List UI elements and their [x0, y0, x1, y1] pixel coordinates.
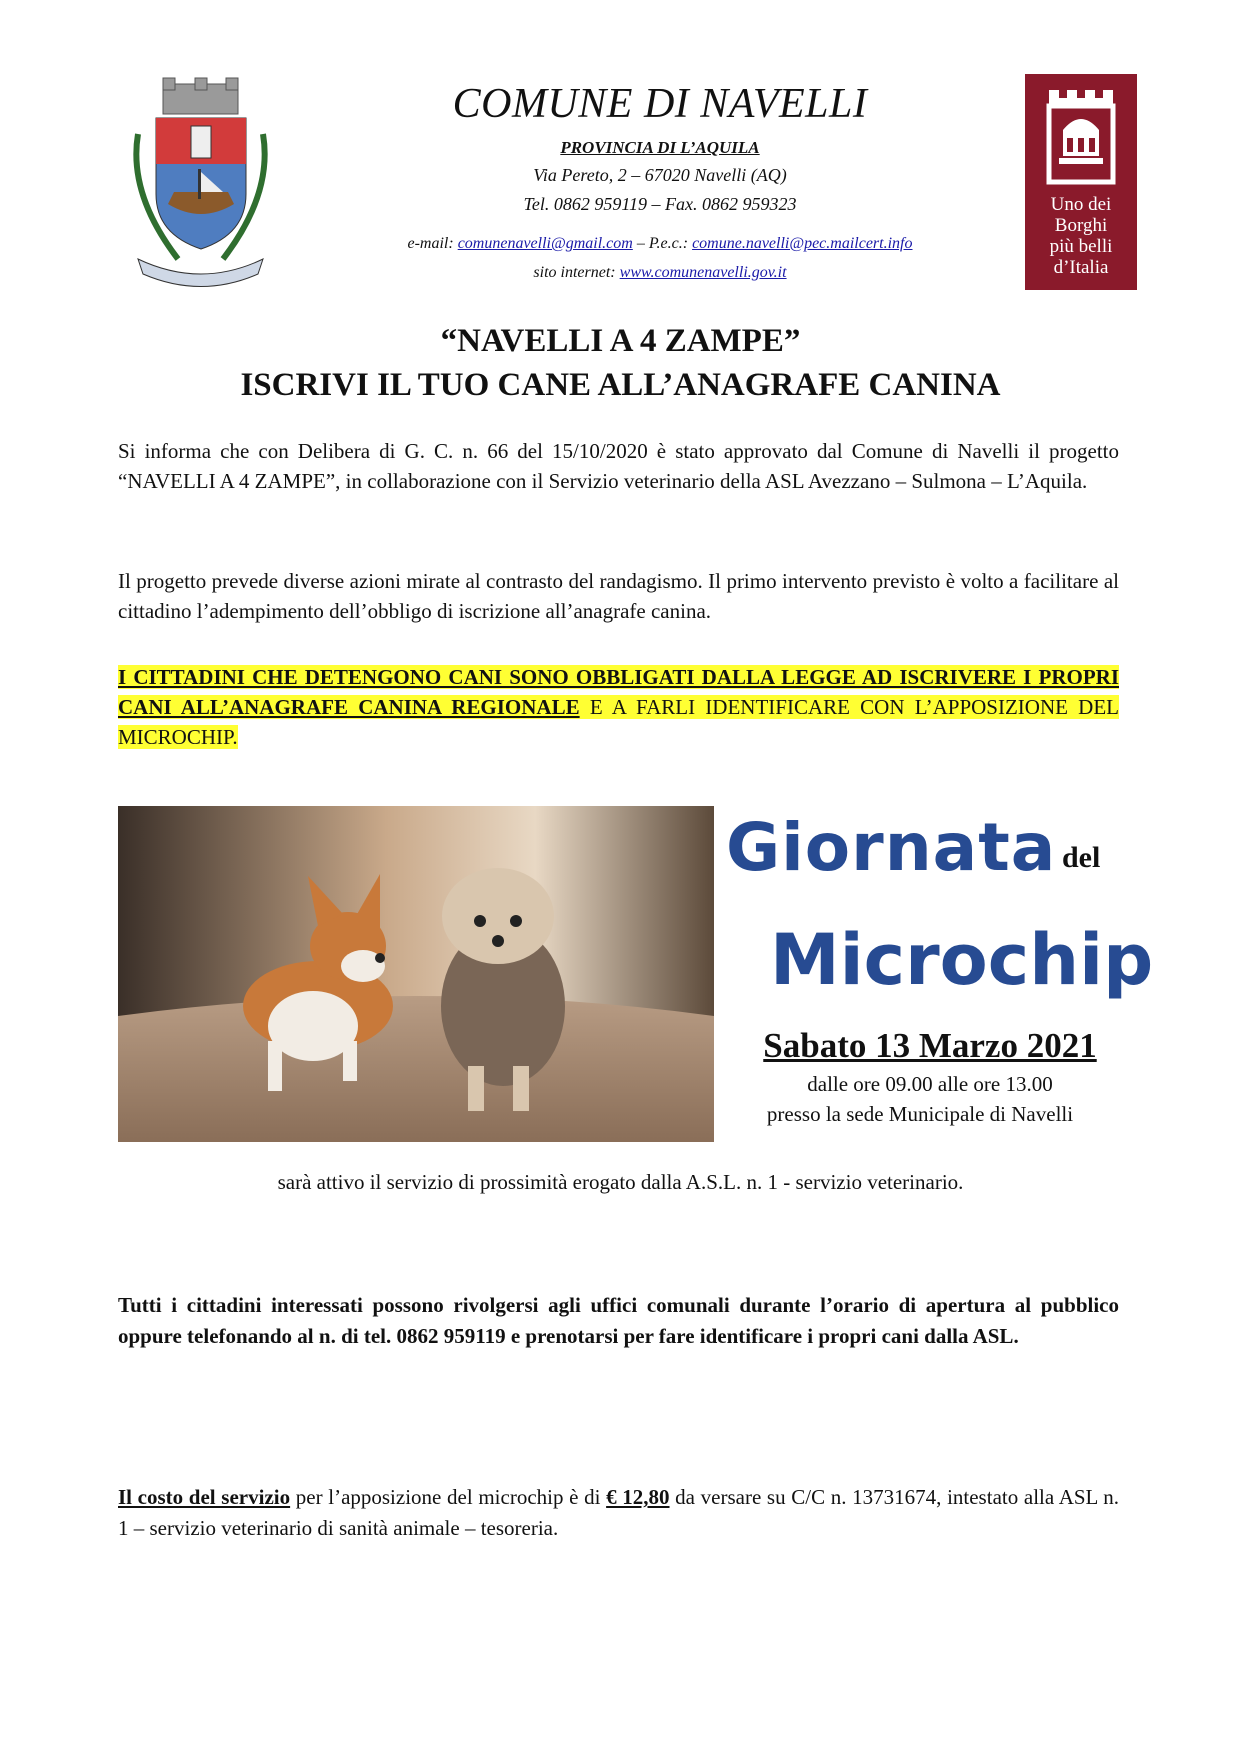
municipality-title: COMUNE DI NAVELLI	[452, 81, 868, 127]
borghi-line: Uno dei	[1050, 194, 1112, 215]
borghi-line: più belli	[1049, 236, 1113, 257]
email-line	[300, 233, 1020, 255]
borghi-line: Borghi	[1054, 215, 1108, 236]
cost-text1: per l’apposizione del microchip è di	[290, 1485, 607, 1509]
website-link[interactable]: www.comunenavelli.gov.it	[619, 264, 787, 281]
web-line	[300, 262, 1020, 284]
event-date: Sabato 13 Marzo 2021	[763, 1026, 1097, 1065]
cost-amount: € 12,80	[606, 1485, 670, 1509]
province-line: PROVINCIA DI L’AQUILA	[560, 138, 760, 157]
notice-subtitle: ISCRIVI IL TUO CANE ALL’ANAGRAFE CANINA	[240, 367, 1001, 403]
contact-paragraph: Tutti i cittadini interessati possono rivolgersi agli uffici comunali durante l’orario di apertura al pubblico oppure telefonando al n. di tel. 0862 959119 e prenotarsi per fare identificare i propri cani dalla ASL.	[118, 1293, 1119, 1348]
email-label: e-mail:	[407, 235, 454, 252]
obligation-bold: I CITTADINI CHE DETENGONO CANI SONO OBBLIGATI DALLA LEGGE AD ISCRIVERE I PROPRI CANI ALL’ANAGRAFE CANINA REGIONALE	[118, 665, 1119, 719]
cost-text2: da versare su C/C n. 13731674, intestato alla ASL n. 1 – servizio veterinario di sanità animale – tesoreria.	[118, 1485, 1119, 1540]
project-paragraph: Il progetto prevede diverse azioni mirate al contrasto del randagismo. Il primo intervento previsto è volto a facilitare al cittadino l’adempimento dell’obbligo di iscrizione all’anagrafe canina.	[118, 569, 1119, 623]
obligation-rest: E A FARLI IDENTIFICARE CON L’APPOSIZIONE DEL MICROCHIP.	[118, 695, 1120, 749]
address-line: Via Pereto, 2 – 67020 Navelli (AQ)	[533, 165, 787, 185]
pec-link[interactable]: comune.navelli@pec.mailcert.info	[692, 235, 913, 252]
intro-paragraph: Si informa che con Delibera di G. C. n. 66 del 15/10/2020 è stato approvato dal Comune di Navelli il progetto “NAVELLI A 4 ZAMPE”, in collaborazione con il Servizio veterinario della ASL Avezzano – Sulmona – L’Aquila.	[118, 439, 1119, 493]
giornata-heading: Giornata	[726, 809, 1057, 886]
email-link[interactable]: comunenavelli@gmail.com	[457, 235, 633, 252]
web-label: sito internet:	[533, 264, 616, 281]
service-line: sarà attivo il servizio di prossimità erogato dalla A.S.L. n. 1 - servizio veterinario.	[277, 1170, 964, 1194]
event-place: presso la sede Municipale di Navelli	[766, 1102, 1074, 1126]
microchip-heading: Microchip	[770, 919, 1154, 1001]
event-hours: dalle ore 09.00 alle ore 13.00	[807, 1072, 1053, 1096]
cost-paragraph	[118, 1482, 1119, 1544]
notice-title: “NAVELLI A 4 ZAMPE”	[440, 323, 801, 359]
two-dogs-photo	[118, 806, 714, 1142]
borghi-logo	[1025, 74, 1137, 290]
borghi-line: d’Italia	[1053, 257, 1109, 278]
phone-line: Tel. 0862 959119 – Fax. 0862 959323	[523, 194, 797, 214]
cost-label: Il costo del servizio	[118, 1485, 291, 1509]
obligation-paragraph	[118, 662, 1119, 752]
coat-of-arms-icon	[118, 74, 283, 289]
borghi-logo-icon	[1045, 86, 1117, 186]
pec-label: – P.e.c.:	[636, 235, 689, 252]
del-word: del	[1062, 841, 1101, 874]
